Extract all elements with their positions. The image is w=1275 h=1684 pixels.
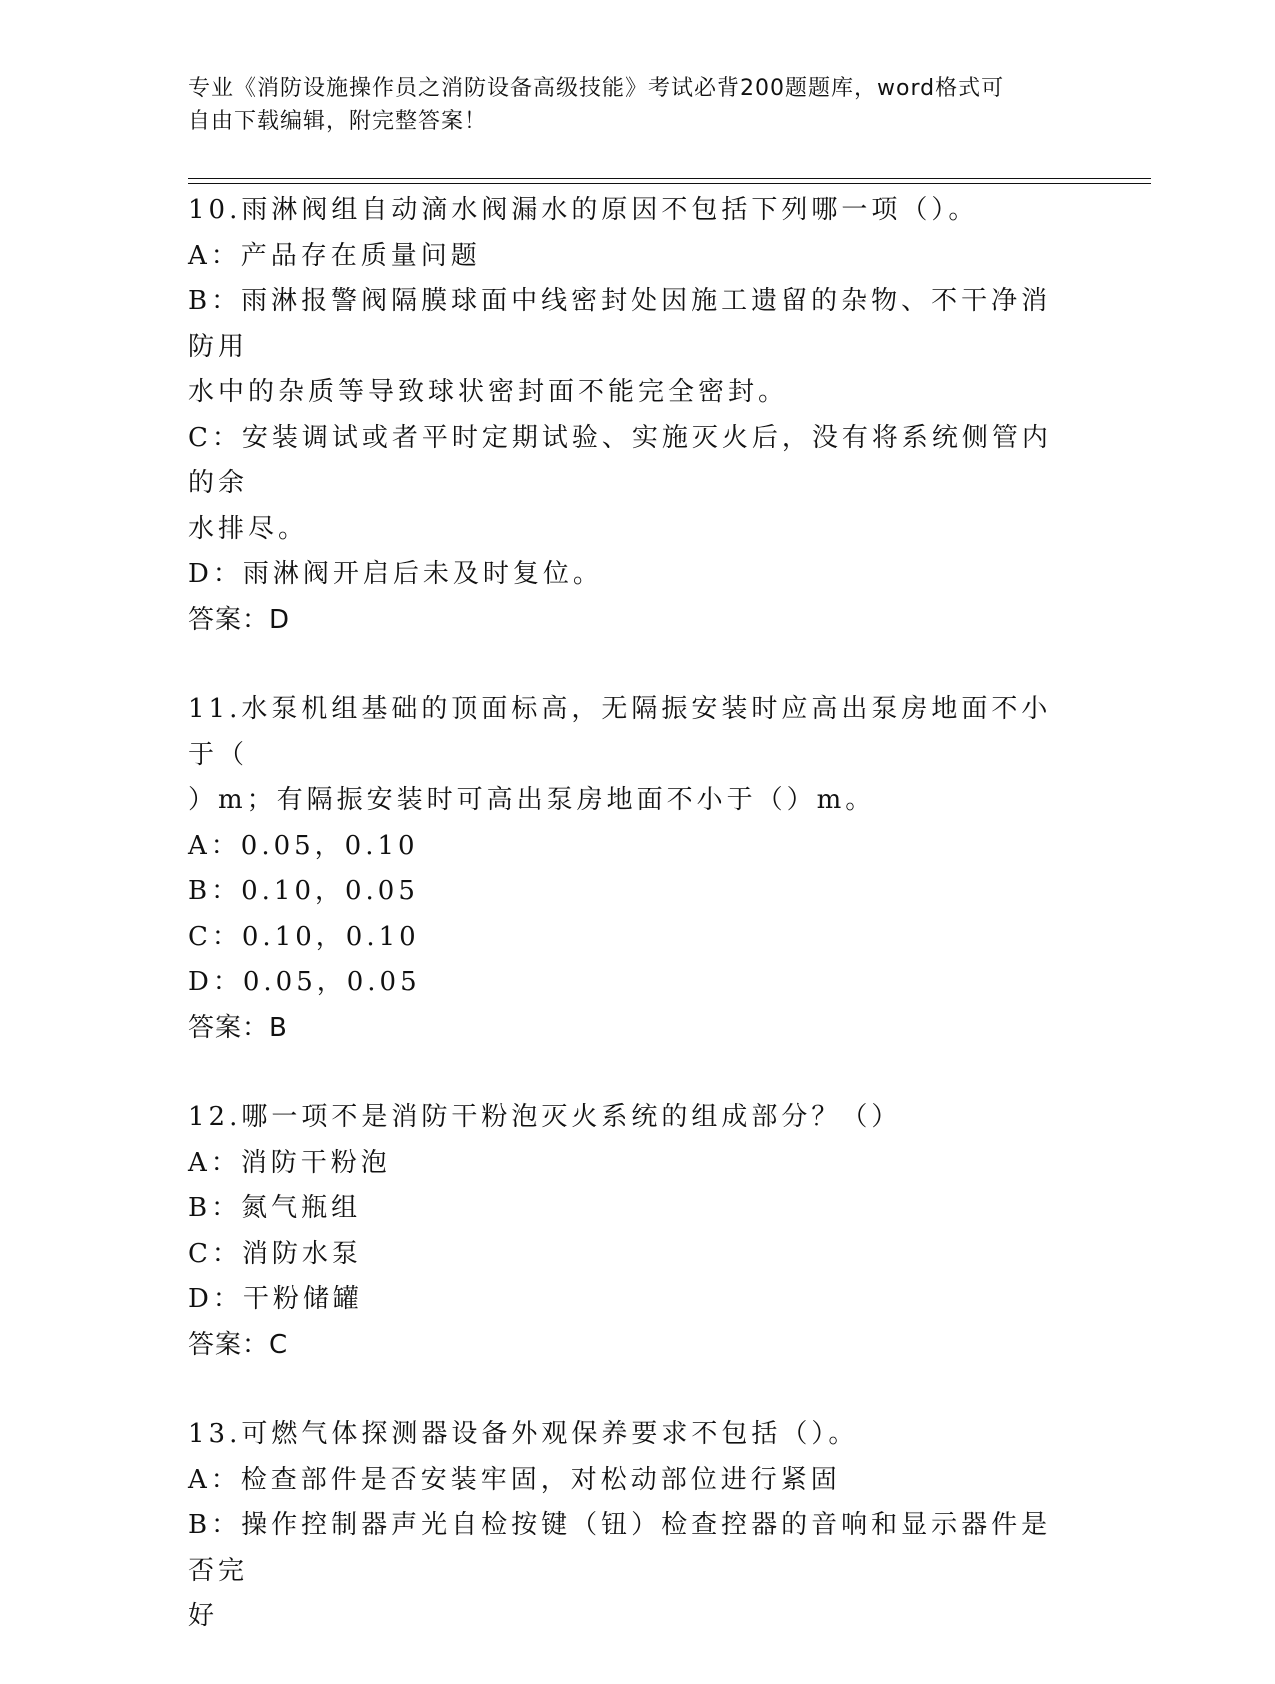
question-list	[188, 188, 1078, 1684]
answer-option: 好	[188, 1601, 219, 1631]
question-block	[188, 1412, 1078, 1640]
answer-option: B：操作控制器声光自检按键（钮）检查控器的音响和显示器件是否完	[188, 1510, 1052, 1586]
answer-option: B：雨淋报警阀隔膜球面中线密封处因施工遗留的杂物、不干净消防用	[188, 286, 1052, 362]
question-block	[188, 687, 1078, 1051]
answer-option: 水中的杂质等导致球状密封面不能完全密封。	[188, 377, 789, 407]
question-stem: 12.哪一项不是消防干粉泡灭火系统的组成部分？（）	[188, 1102, 902, 1132]
answer-option: C：消防水泵	[188, 1238, 362, 1269]
header-line-1: 专业《消防设施操作员之消防设备高级技能》考试必背200题题库，word格式可	[188, 76, 1005, 101]
answer-option: B：氮气瓶组	[188, 1193, 362, 1223]
answer-option: A：消防干粉泡	[188, 1147, 391, 1178]
header-divider-bottom	[188, 183, 1151, 184]
answer-option: A：检查部件是否安装牢固，对松动部位进行紧固	[188, 1464, 841, 1495]
answer-option: B：0.10，0.05	[188, 876, 419, 906]
document-header	[188, 72, 1068, 138]
answer-option: A：0.05，0.10	[188, 830, 419, 861]
question-stem: 11.水泵机组基础的顶面标高，无隔振安装时应高出泵房地面不小于（	[188, 694, 1052, 770]
header-line-2: 自由下载编辑，附完整答案！	[188, 109, 488, 134]
question-block	[188, 188, 1078, 643]
question-stem: 10.雨淋阀组自动滴水阀漏水的原因不包括下列哪一项（）。	[188, 195, 979, 225]
question-stem: 13.可燃气体探测器设备外观保养要求不包括（）。	[188, 1419, 859, 1449]
answer-option: C：0.10，0.10	[188, 921, 420, 952]
answer-option: D：雨淋阀开启后未及时复位。	[188, 559, 603, 589]
answer-option: D：0.05，0.05	[188, 967, 421, 997]
correct-answer: 答案：C	[188, 1329, 289, 1360]
header-divider-top	[188, 178, 1151, 179]
answer-option: 水排尽。	[188, 513, 309, 544]
question-block	[188, 1095, 1078, 1368]
answer-option: A：产品存在质量问题	[188, 240, 481, 271]
question-stem: ）m；有隔振安装时可高出泵房地面不小于（）m。	[188, 785, 876, 815]
answer-option: C：安装调试或者平时定期试验、实施灭火后，没有将系统侧管内的余	[188, 422, 1052, 498]
correct-answer: 答案：B	[188, 1012, 288, 1043]
answer-option: D：干粉储罐	[188, 1284, 363, 1314]
correct-answer: 答案：D	[188, 604, 291, 635]
